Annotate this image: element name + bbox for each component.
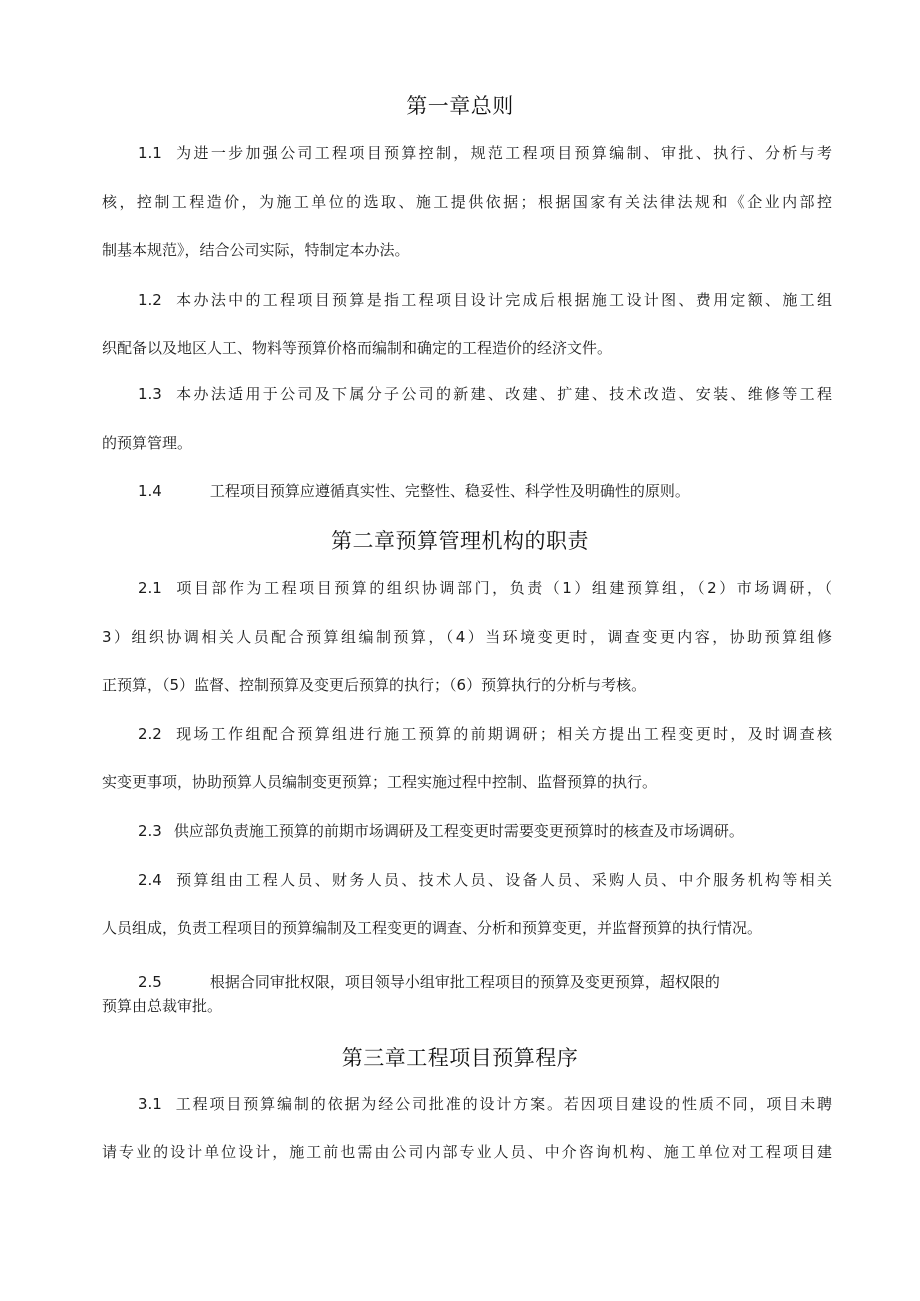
section-1-1-line-1 xyxy=(138,143,832,163)
chapter-3-title: 第三章工程项目预算程序 xyxy=(341,1046,579,1070)
section-3-1-text: 工程项目预算编制的依据为经公司批准的设计方案。若因项目建设的性质不同，项目未聘 xyxy=(173,1095,832,1113)
section-1-4-text: 工程项目预算应遵循真实性、完整性、稳妥性、科学性及明确性的原则。 xyxy=(209,482,690,500)
section-2-1-line-3: 正预算，（5）监督、控制预算及变更后预算的执行；（6）预算执行的分析与考核。 xyxy=(102,676,647,694)
section-2-4-number: 2.4 xyxy=(138,871,162,889)
section-2-1-text: 项目部作为工程项目预算的组织协调部门，负责（1）组建预算组，（2）市场调研，（ xyxy=(173,579,832,597)
section-2-4-line-2: 人员组成，负责工程项目的预算编制及工程变更的调查、分析和预算变更，并监督预算的执行情况。 xyxy=(102,919,763,937)
section-1-1-number: 1.1 xyxy=(138,144,162,162)
section-2-1-line-1 xyxy=(138,578,832,598)
section-2-5-line-2: 预算由总裁审批。 xyxy=(102,997,223,1015)
section-3-1-number: 3.1 xyxy=(138,1095,162,1113)
section-2-3-number: 2.3 xyxy=(138,822,162,840)
section-2-5-text: 根据合同审批权限，项目领导小组审批工程项目的预算及变更预算，超权限的 xyxy=(209,973,720,991)
section-3-1-line-1 xyxy=(138,1094,832,1114)
section-1-2-number: 1.2 xyxy=(138,291,162,309)
section-1-1-text: 为进一步加强公司工程项目预算控制，规范工程项目预算编制、审批、执行、分析与考 xyxy=(173,144,832,162)
section-1-3-text: 本办法适用于公司及下属分子公司的新建、改建、扩建、技术改造、安装、维修等工程 xyxy=(173,385,832,403)
section-2-4-text: 预算组由工程人员、财务人员、技术人员、设备人员、采购人员、中介服务机构等相关 xyxy=(173,871,832,889)
section-1-2-line-2: 织配备以及地区人工、物料等预算价格而编制和确定的工程造价的经济文件。 xyxy=(102,339,613,357)
section-1-3-number: 1.3 xyxy=(138,385,162,403)
section-1-3-line-2: 的预算管理。 xyxy=(102,434,193,452)
section-1-2-text: 本办法中的工程项目预算是指工程项目设计完成后根据施工设计图、费用定额、施工组 xyxy=(173,291,832,309)
section-1-4-line-1 xyxy=(138,481,832,501)
section-2-2-number: 2.2 xyxy=(138,725,162,743)
section-1-1-line-2: 核，控制工程造价，为施工单位的选取、施工提供依据；根据国家有关法律法规和《企业内部控 xyxy=(102,193,832,211)
section-2-2-line-1 xyxy=(138,724,832,744)
section-3-1-line-2: 请专业的设计单位设计，施工前也需由公司内部专业人员、中介咨询机构、施工单位对工程项目建 xyxy=(102,1143,832,1161)
section-2-2-text: 现场工作组配合预算组进行施工预算的前期调研；相关方提出工程变更时，及时调查核 xyxy=(173,725,832,743)
chapter-2-title: 第二章预算管理机构的职责 xyxy=(331,529,589,553)
chapter-1-title: 第一章总则 xyxy=(406,94,514,118)
section-1-1-line-3: 制基本规范》，结合公司实际，特制定本办法。 xyxy=(102,241,410,259)
section-1-2-line-1 xyxy=(138,290,832,310)
section-2-2-line-2: 实变更事项，协助预算人员编制变更预算；工程实施过程中控制、监督预算的执行。 xyxy=(102,773,658,791)
section-1-3-line-1 xyxy=(138,384,832,404)
section-1-4-number: 1.4 xyxy=(138,482,162,500)
section-2-4-line-1 xyxy=(138,870,832,890)
section-2-5-line-1 xyxy=(138,972,832,992)
section-2-5-number: 2.5 xyxy=(138,973,162,991)
section-2-3-text: 供应部负责施工预算的前期市场调研及工程变更时需要变更预算时的核查及市场调研。 xyxy=(173,822,744,840)
section-2-3-line-1 xyxy=(138,821,832,841)
section-2-1-line-2: 3）组织协调相关人员配合预算组编制预算，（4）当环境变更时，调查变更内容，协助预算组修 xyxy=(102,628,832,646)
section-2-1-number: 2.1 xyxy=(138,579,162,597)
